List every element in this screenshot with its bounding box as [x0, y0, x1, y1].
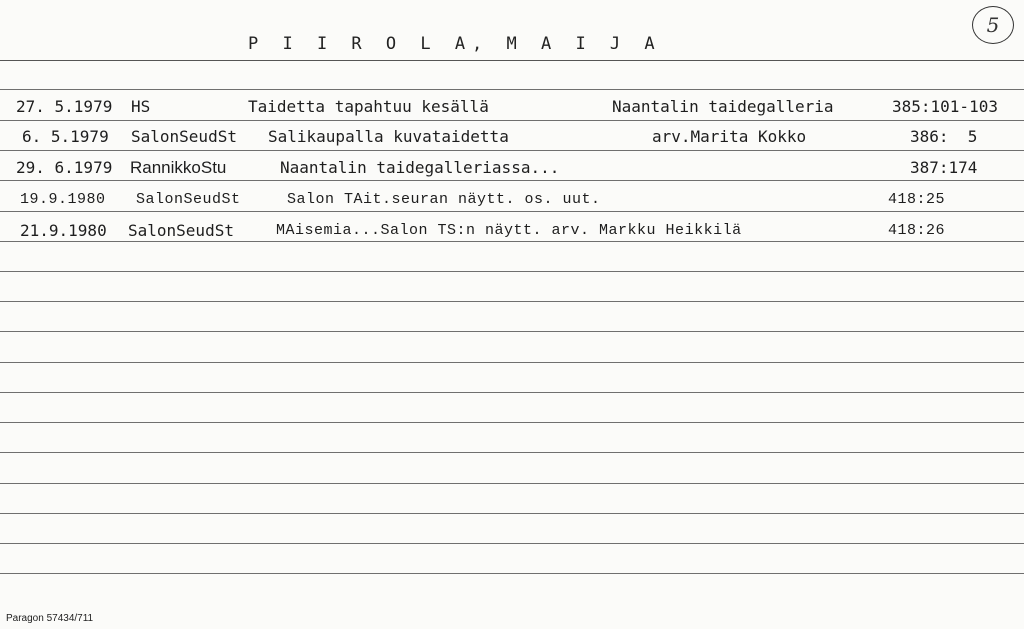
ruled-line: [0, 331, 1024, 332]
entry-date: 19.9.1980: [20, 191, 106, 208]
ruled-line: [0, 241, 1024, 242]
ruled-line: [0, 211, 1024, 212]
entry-date: 21.9.1980: [20, 221, 107, 240]
entry-source: SalonSeudSt: [128, 221, 234, 240]
header-rule: [0, 60, 1024, 61]
ruled-line: [0, 301, 1024, 302]
entry-note: Naantalin taidegalleria: [612, 97, 834, 116]
ruled-line: [0, 483, 1024, 484]
entry-ref: 418:25: [888, 191, 946, 208]
entry-source: SalonSeudSt: [136, 191, 241, 208]
entry-title: Naantalin taidegalleriassa...: [280, 158, 560, 177]
entry-title: Taidetta tapahtuu kesällä: [248, 97, 489, 116]
entry-date: 29. 6.1979: [16, 158, 113, 177]
entry-ref: 386: 5: [910, 127, 978, 146]
entry-ref: 418:26: [888, 222, 946, 239]
ruled-line: [0, 573, 1024, 574]
ruled-line: [0, 180, 1024, 181]
entry-ref: 385:101-103: [892, 97, 998, 116]
card-number: 5: [986, 13, 1000, 37]
entry-source: SalonSeudSt: [131, 127, 237, 146]
ruled-line: [0, 513, 1024, 514]
ruled-line: [0, 150, 1024, 151]
entry-source: HS: [131, 97, 151, 116]
ruled-line: [0, 543, 1024, 544]
ruled-line: [0, 271, 1024, 272]
card-title: P I I R O L A, M A I J A: [248, 34, 662, 54]
footer-print: Paragon 57434/711: [6, 613, 94, 624]
entry-title: Salikaupalla kuvataidetta: [268, 127, 509, 146]
entry-source: RannikkoStu: [130, 158, 227, 177]
entry-ref: 387:174: [910, 158, 978, 177]
ruled-line: [0, 120, 1024, 121]
entry-date: 6. 5.1979: [22, 127, 109, 146]
ruled-line: [0, 452, 1024, 453]
ruled-line: [0, 392, 1024, 393]
ruled-line: [0, 89, 1024, 90]
entry-title: MAisemia...Salon TS:n näytt. arv. Markku Heikkilä: [276, 222, 742, 239]
entry-title: Salon TAit.seuran näytt. os. uut.: [287, 191, 601, 208]
card-number-circle: [972, 6, 1014, 44]
entry-date: 27. 5.1979: [16, 97, 113, 116]
entry-note: arv.Marita Kokko: [652, 127, 807, 146]
ruled-line: [0, 362, 1024, 363]
ruled-line: [0, 422, 1024, 423]
